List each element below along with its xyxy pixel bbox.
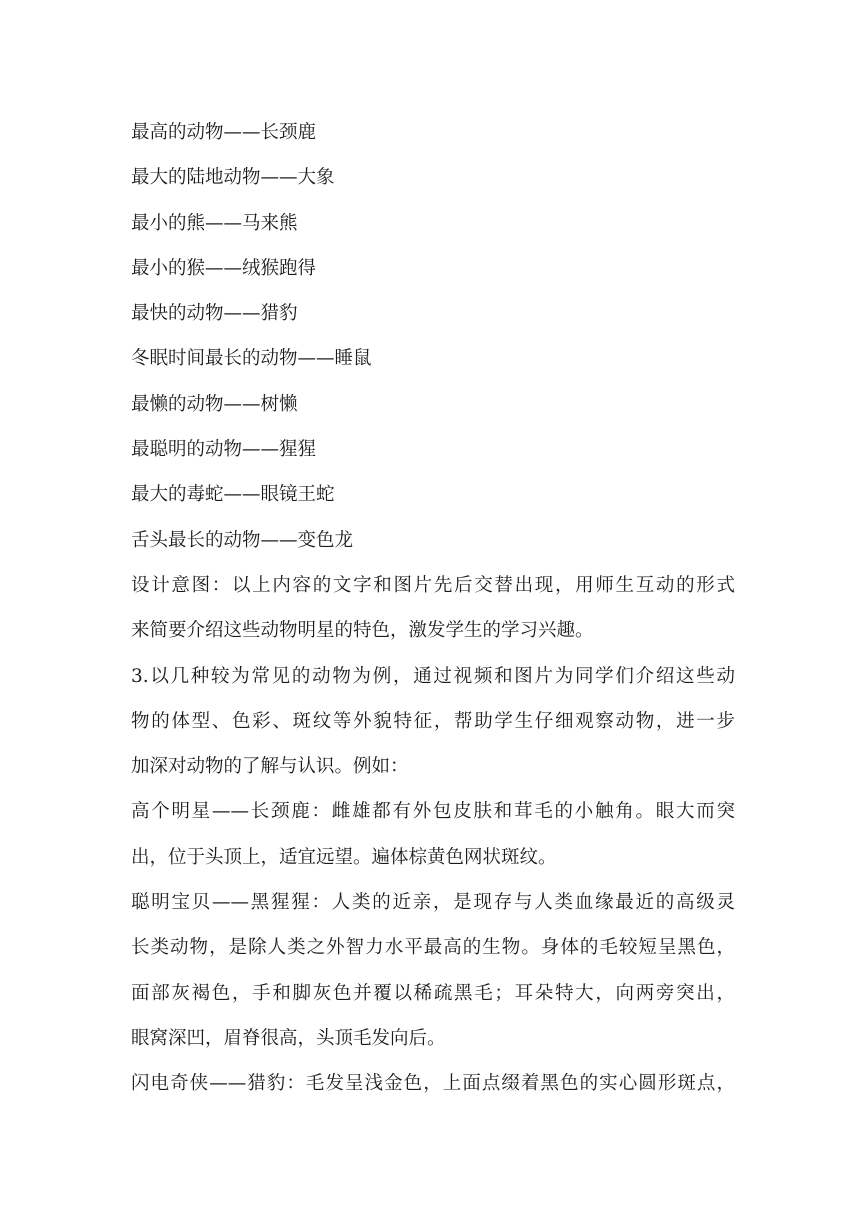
giraffe-paragraph (131, 789, 735, 880)
cheetah-paragraph (131, 1061, 735, 1106)
chimpanzee-paragraph (131, 880, 735, 1061)
animal-record-line: 最懒的动物——树懒 (131, 393, 298, 415)
animal-record-line: 最聪明的动物——猩猩 (131, 439, 317, 461)
paragraph-line: 长类动物，是除人类之外智力水平最高的生物。身体的毛较短呈黑色， (131, 937, 735, 959)
animal-record-line: 舌头最长的动物——变色龙 (131, 529, 354, 551)
paragraph-line: 3.以几种较为常见的动物为例，通过视频和图片为同学们介绍这些动 (131, 665, 735, 687)
paragraph-line: 面部灰褐色，手和脚灰色并覆以稀疏黑毛；耳朵特大，向两旁突出， (131, 982, 735, 1004)
paragraph-line: 出，位于头顶上，适宜远望。遍体棕黄色网状斑纹。 (131, 846, 557, 868)
paragraph-line: 来简要介绍这些动物明星的特色，激发学生的学习兴趣。 (131, 620, 594, 642)
animal-record-line: 最快的动物——猎豹 (131, 303, 298, 325)
animal-record-line: 最小的猴——绒猴跑得 (131, 257, 317, 279)
animal-record-line: 最小的熊——马来熊 (131, 212, 298, 234)
step-3-paragraph (131, 654, 735, 790)
paragraph-line: 高个明星——长颈鹿：雌雄都有外包皮肤和茸毛的小触角。眼大而突 (131, 801, 735, 823)
document-body (131, 110, 735, 1107)
animal-record-line: 最高的动物——长颈鹿 (131, 122, 317, 143)
animal-record-line: 冬眠时间最长的动物——睡鼠 (131, 348, 372, 370)
paragraph-line: 物的体型、色彩、斑纹等外貌特征，帮助学生仔细观察动物，进一步 (131, 710, 735, 732)
paragraph-line: 设计意图：以上内容的文字和图片先后交替出现，用师生互动的形式 (131, 574, 735, 596)
paragraph-line: 加深对动物的了解与认识。例如： (131, 756, 409, 778)
paragraph-line: 眼窝深凹，眉脊很高，头顶毛发向后。 (131, 1027, 446, 1049)
design-intent-paragraph (131, 563, 735, 654)
paragraph-line: 聪明宝贝——黑猩猩：人类的近亲，是现存与人类血缘最近的高级灵 (131, 892, 735, 914)
animal-record-line: 最大的陆地动物——大象 (131, 167, 335, 189)
paragraph-line: 闪电奇侠——猎豹：毛发呈浅金色，上面点缀着黑色的实心圆形斑点， (131, 1073, 735, 1095)
animal-record-line: 最大的毒蛇——眼镜王蛇 (131, 484, 335, 506)
